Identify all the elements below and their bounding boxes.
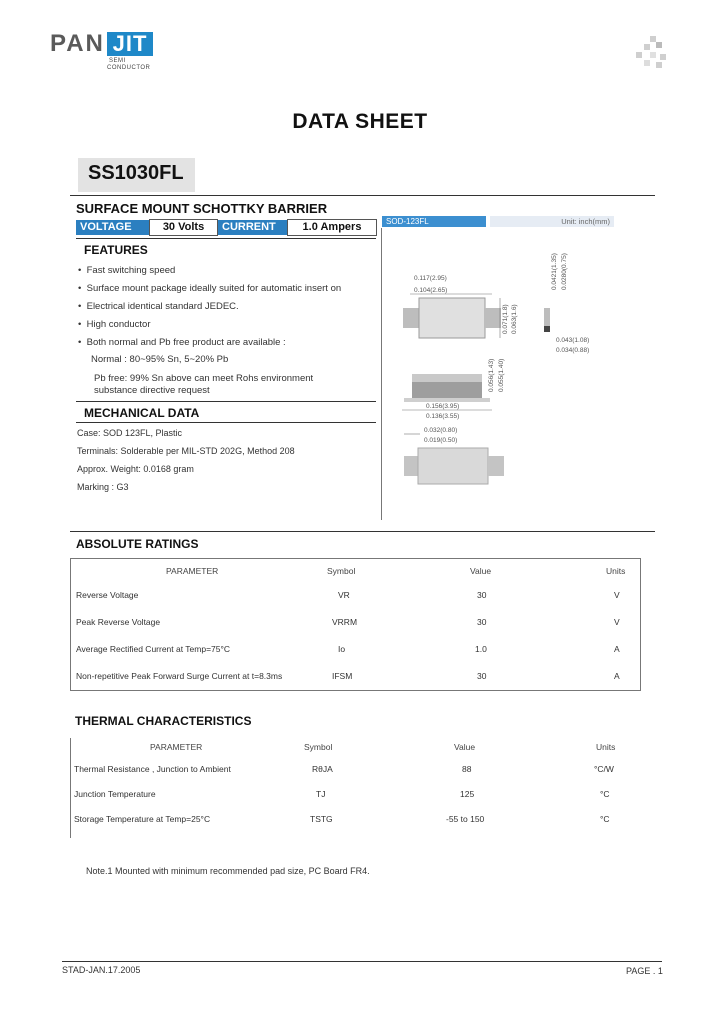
dim-height-max: 0.056(1.43): [488, 358, 495, 392]
feature-text: Both normal and Pb free product are available :: [86, 337, 286, 348]
pad-right: [488, 456, 504, 476]
cell-value: 30: [477, 617, 487, 627]
cell-units: °C/W: [594, 764, 614, 774]
pbfree-composition-cont: substance directive request: [94, 385, 210, 396]
cell-units: A: [614, 644, 620, 654]
cell-symbol: TJ: [316, 789, 326, 799]
lead-left: [403, 308, 419, 328]
cell-value: 125: [460, 789, 475, 799]
divider: [76, 401, 376, 402]
dim-width-max: 0.071(1.8): [502, 304, 509, 334]
list-item: • High conductor: [78, 319, 151, 330]
dim-pad-min: 0.019(0.50): [424, 437, 458, 444]
current-label: CURRENT: [218, 220, 292, 235]
cell-symbol: RθJA: [312, 764, 333, 774]
table-row: [70, 615, 640, 637]
cell-parameter: Junction Temperature: [74, 789, 156, 799]
column-header: Symbol: [304, 742, 333, 752]
cell-value: 88: [462, 764, 472, 774]
column-header: PARAMETER: [150, 742, 203, 752]
divider: [70, 195, 655, 196]
cell-parameter: Average Rectified Current at Temp=75°C: [76, 644, 231, 654]
package-side-leads: [404, 398, 490, 402]
note-text: Note.1 Mounted with minimum recommended pad size, PC Board FR4.: [86, 866, 370, 876]
features-heading: FEATURES: [84, 243, 148, 257]
dim-side-min: 0.034(0.88): [556, 347, 590, 354]
column-header: Value: [454, 742, 476, 752]
list-item: • Both normal and Pb free product are available :: [78, 337, 286, 348]
thermal-heading: THERMAL CHARACTERISTICS: [75, 714, 252, 728]
feature-text: Surface mount package ideally suited for automatic insert on: [86, 283, 342, 294]
footprint-body: [418, 448, 488, 484]
dim-length-max: 0.117(2.95): [414, 275, 447, 282]
list-item: • Electrical identical standard JEDEC.: [78, 301, 239, 312]
feature-text: High conductor: [86, 319, 151, 330]
package-side-top: [412, 374, 482, 382]
cell-parameter: Storage Temperature at Temp=25°C: [74, 814, 211, 824]
table-row: [70, 588, 640, 610]
thermal-table: [70, 738, 650, 838]
cell-value: 30: [477, 590, 487, 600]
logo-sub-line: SEMI: [109, 58, 126, 64]
decorative-squares-icon: [636, 36, 668, 68]
part-number: SS1030FL: [88, 162, 184, 184]
cell-units: V: [614, 617, 620, 627]
absolute-ratings-table: [70, 558, 640, 691]
list-item: • Surface mount package ideally suited for automatic insert on: [78, 283, 342, 294]
mechanical-terminals: Terminals: Solderable per MIL-STD 202G, Method 208: [77, 446, 295, 456]
cell-value: 1.0: [475, 644, 487, 654]
table-row: [70, 787, 650, 807]
mechanical-heading: MECHANICAL DATA: [84, 406, 200, 420]
cell-parameter: Peak Reverse Voltage: [76, 617, 161, 627]
mechanical-weight: Approx. Weight: 0.0168 gram: [77, 464, 194, 474]
column-header: Symbol: [327, 566, 356, 576]
column-header: Units: [606, 566, 626, 576]
voltage-value: 30 Volts: [149, 219, 218, 236]
dim-length-min: 0.104(2.65): [414, 287, 448, 294]
page-title: DATA SHEET: [292, 110, 428, 133]
cell-parameter: Thermal Resistance , Junction to Ambient: [74, 764, 231, 774]
cell-symbol: IFSM: [332, 671, 353, 681]
features-list: [78, 265, 378, 355]
cell-value: -55 to 150: [446, 814, 485, 824]
divider: [76, 422, 376, 423]
dim-pad-max: 0.032(0.80): [424, 427, 458, 434]
cell-symbol: VR: [338, 590, 350, 600]
pbfree-composition: Pb free: 99% Sn above can meet Rohs environment: [94, 373, 314, 384]
cell-units: °C: [600, 814, 610, 824]
mechanical-case: Case: SOD 123FL, Plastic: [77, 428, 183, 438]
lead-right: [485, 308, 501, 328]
dim-lead-min: 0.0280(0.75): [561, 253, 568, 290]
dim-overall-min: 0.136(3.55): [426, 413, 460, 420]
feature-text: Electrical identical standard JEDEC.: [86, 301, 239, 312]
logo-accent: JIT: [107, 32, 153, 56]
table-row: [70, 642, 640, 664]
divider: [70, 531, 655, 532]
dim-side-max: 0.043(1.08): [556, 337, 590, 344]
column-header: Value: [470, 566, 492, 576]
package-body: [419, 298, 485, 338]
divider: [76, 238, 376, 239]
cell-units: A: [614, 671, 620, 681]
dim-width-min: 0.063(1.6): [511, 304, 518, 334]
cell-parameter: Non-repetitive Peak Forward Surge Current at t=8.3ms: [76, 671, 283, 681]
cell-parameter: Reverse Voltage: [76, 590, 139, 600]
voltage-label: VOLTAGE: [76, 220, 154, 235]
footer-date: STAD-JAN.17.2005: [62, 965, 141, 975]
column-header: Units: [596, 742, 616, 752]
cell-symbol: TSTG: [310, 814, 333, 824]
table-row: [70, 762, 650, 782]
list-item: • Fast switching speed: [78, 265, 176, 276]
dim-height-min: 0.055(1.40): [498, 358, 505, 392]
feature-text: Fast switching speed: [86, 265, 176, 276]
cell-symbol: VRRM: [332, 617, 358, 627]
cathode-mark: [544, 326, 550, 332]
package-name-bar: SOD-123FL: [382, 216, 486, 227]
absolute-ratings-heading: ABSOLUTE RATINGS: [76, 537, 199, 551]
table-row: [70, 669, 640, 691]
current-value: 1.0 Ampers: [287, 219, 377, 236]
cell-value: 30: [477, 671, 487, 681]
device-subtitle: SURFACE MOUNT SCHOTTKY BARRIER: [76, 201, 328, 216]
page-number: PAGE . 1: [626, 966, 663, 976]
table-row: [70, 812, 650, 832]
footer-divider: [62, 961, 662, 962]
mechanical-marking: Marking : G3: [77, 482, 129, 492]
cell-symbol: Io: [338, 644, 346, 654]
logo-sub-line: CONDUCTOR: [107, 65, 151, 71]
cell-units: V: [614, 590, 620, 600]
column-header: PARAMETER: [166, 566, 219, 576]
logo-text: PAN: [50, 30, 105, 57]
logo-subtitle: [107, 58, 167, 72]
dim-lead-max: 0.0421(1.35): [551, 253, 558, 290]
package-unit-bar: Unit: inch(mm): [490, 216, 614, 227]
dim-overall-max: 0.156(3.95): [426, 403, 460, 410]
normal-composition: Normal : 80~95% Sn, 5~20% Pb: [91, 354, 229, 365]
cell-units: °C: [600, 789, 610, 799]
